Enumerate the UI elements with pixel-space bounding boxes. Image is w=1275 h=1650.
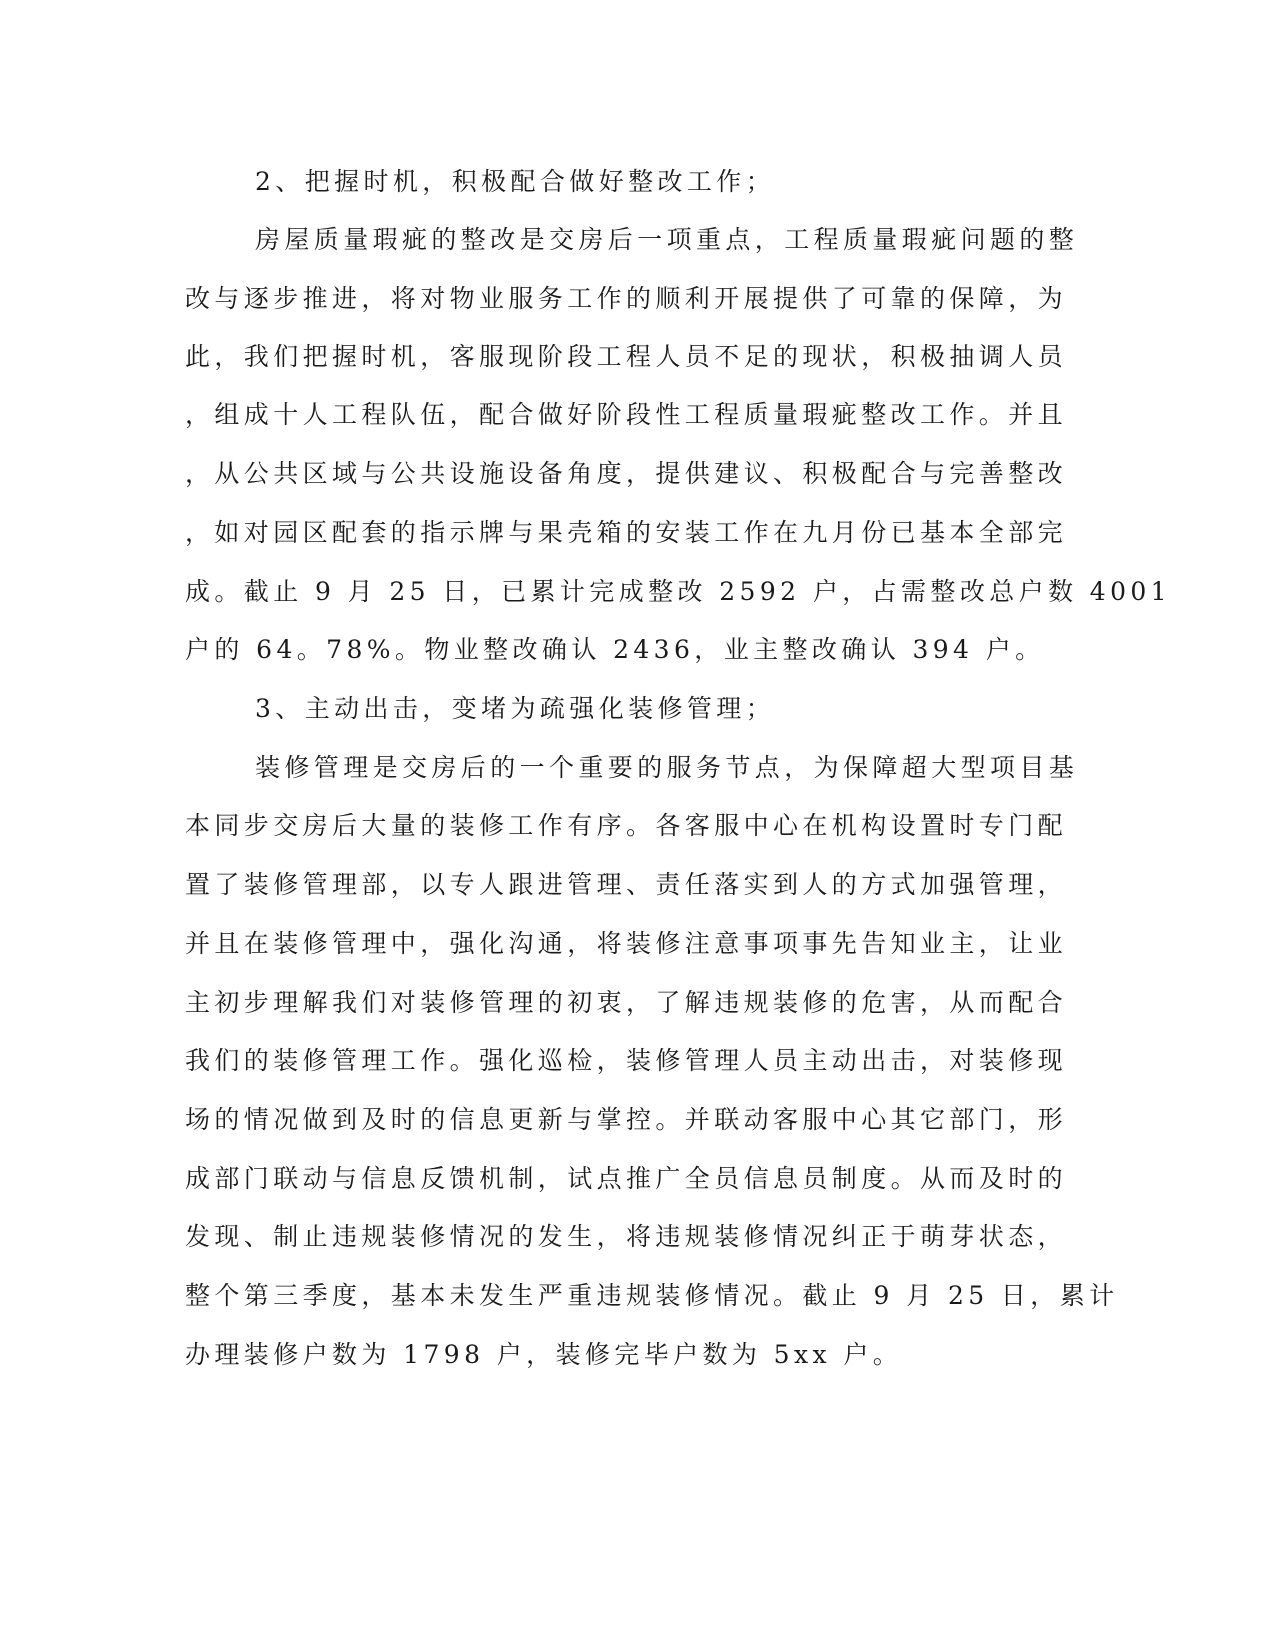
text-line: 我们的装修管理工作。强化巡检，装修管理人员主动出击，对装修现 bbox=[185, 1046, 1068, 1075]
text-line: 场的情况做到及时的信息更新与掌控。并联动客服中心其它部门，形 bbox=[185, 1105, 1068, 1134]
text-line: 主初步理解我们对装修管理的初衷，了解违规装修的危害，从而配合 bbox=[185, 988, 1068, 1017]
text-line: 房屋质量瑕疵的整改是交房后一项重点，工程质量瑕疵问题的整 bbox=[255, 225, 1079, 254]
text-line: 成部门联动与信息反馈机制，试点推广全员信息员制度。从而及时的 bbox=[185, 1164, 1068, 1193]
text-line: ，如对园区配套的指示牌与果壳箱的安装工作在九月份已基本全部完 bbox=[185, 518, 1068, 547]
text-line: 整个第三季度，基本未发生严重违规装修情况。截止 9 月 25 日，累计 bbox=[185, 1281, 1119, 1310]
text-line: 此，我们把握时机，客服现阶段工程人员不足的现状，积极抽调人员 bbox=[185, 342, 1068, 371]
text-line: 成。截止 9 月 25 日，已累计完成整改 2592 户，占需整改总户数 4001 bbox=[185, 577, 1171, 606]
text-line: 本同步交房后大量的装修工作有序。各客服中心在机构设置时专门配 bbox=[185, 811, 1068, 840]
section-heading-3: 3、主动出击，变堵为疏强化装修管理； bbox=[255, 694, 776, 723]
text-line: 办理装修户数为 1798 户，装修完毕户数为 5xx 户。 bbox=[185, 1340, 903, 1369]
section-heading-2: 2、把握时机，积极配合做好整改工作； bbox=[255, 167, 776, 196]
text-line: ，从公共区域与公共设施设备角度，提供建议、积极配合与完善整改 bbox=[185, 459, 1068, 488]
text-line: 装修管理是交房后的一个重要的服务节点，为保障超大型项目基 bbox=[255, 753, 1079, 782]
text-line: 改与逐步推进，将对物业服务工作的顺利开展提供了可靠的保障，为 bbox=[185, 284, 1068, 313]
text-line: 并且在装修管理中，强化沟通，将装修注意事项事先告知业主，让业 bbox=[185, 929, 1068, 958]
text-line: ，组成十人工程队伍，配合做好阶段性工程质量瑕疵整改工作。并且 bbox=[185, 400, 1068, 429]
text-line: 发现、制止违规装修情况的发生，将违规装修情况纠正于萌芽状态， bbox=[185, 1222, 1068, 1251]
text-line: 户的 64。78%。物业整改确认 2436，业主整改确认 394 户。 bbox=[185, 635, 1045, 664]
text-line: 置了装修管理部，以专人跟进管理、责任落实到人的方式加强管理， bbox=[185, 870, 1068, 899]
